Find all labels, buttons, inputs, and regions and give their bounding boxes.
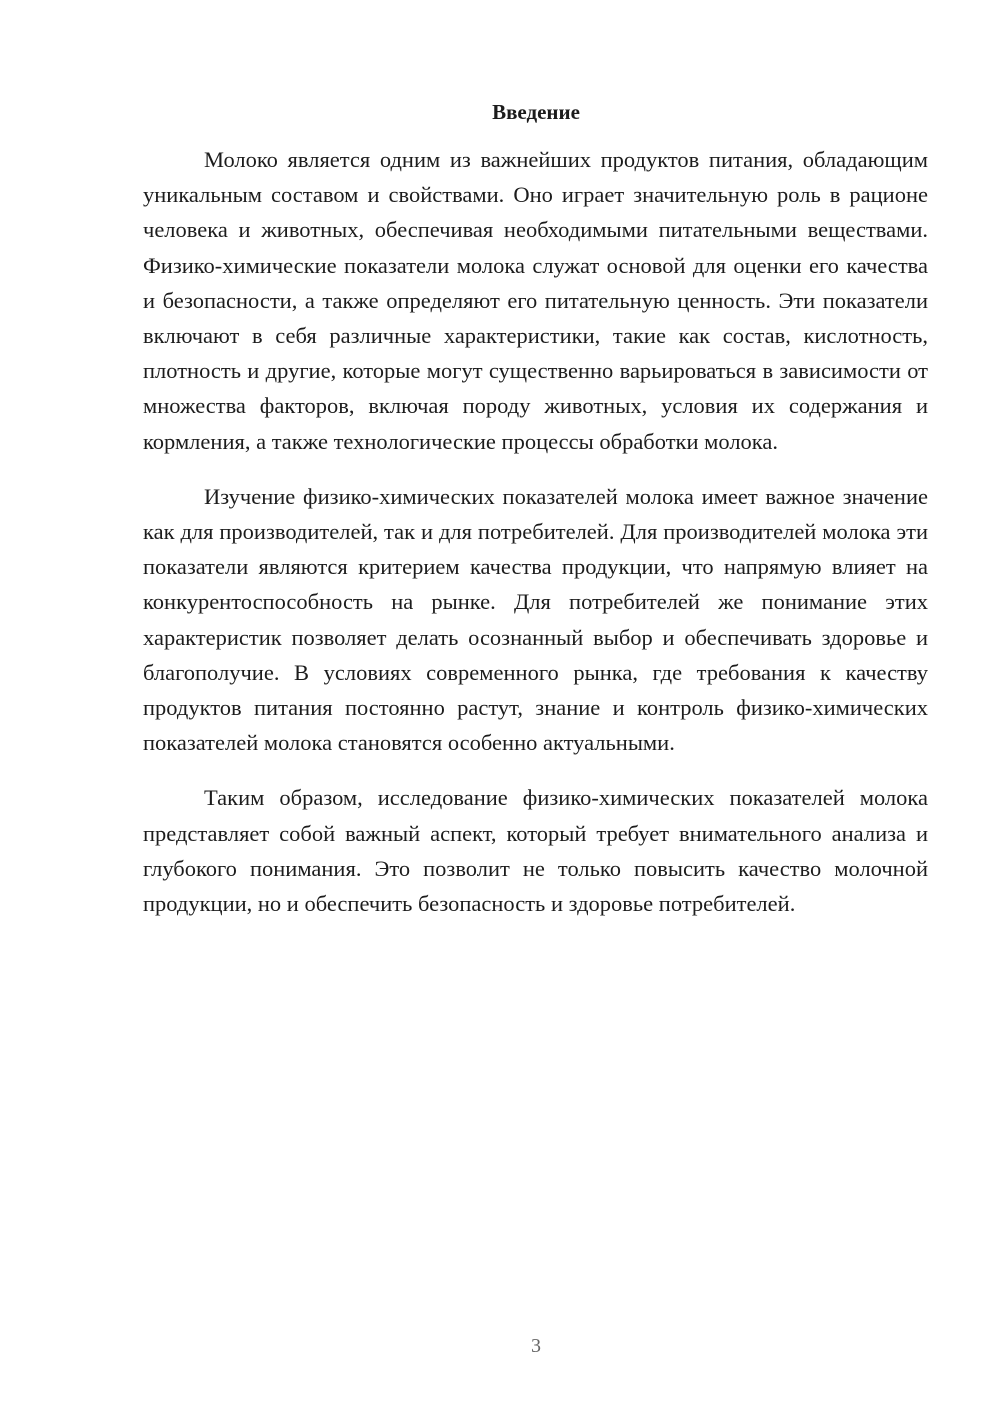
page-number: 3 xyxy=(531,1335,541,1357)
paragraph: Молоко является одним из важнейших продуктов питания, обладающим уникальным составом и свойствами. Оно играет значительную роль в рационе человека и животных, обеспечивая необходимыми питательными веществами. Физико-химические показатели молока служат основой для оценки его качества и безопасности, а также определяют его питательную ценность. Эти показатели включают в себя различные характеристики, такие как состав, кислотность, плотность и другие, которые могут существенно варьироваться в зависимости от множества факторов, включая породу животных, условия их содержания и кормления, а также технологические процессы обработки молока. xyxy=(143,147,928,454)
paragraph: Изучение физико-химических показателей молока имеет важное значение как для производителей, так и для потребителей. Для производителей молока эти показатели являются критерием качества продукции, что напрямую влияет на конкурентоспособность на рынке. Для потребителей же понимание этих характеристик позволяет делать осознанный выбор и обеспечивать здоровье и благополучие. В условиях современного рынка, где требования к качеству продуктов питания постоянно растут, знание и контроль физико-химических показателей молока становятся особенно актуальными. xyxy=(143,483,928,756)
body-text xyxy=(143,142,928,921)
paragraph: Таким образом, исследование физико-химических показателей молока представляет собой важный аспект, который требует внимательного анализа и глубокого понимания. Это позволит не только повысить качество молочной продукции, но и обеспечить безопасность и здоровье потребителей. xyxy=(143,785,928,917)
section-title: Введение xyxy=(492,100,580,124)
